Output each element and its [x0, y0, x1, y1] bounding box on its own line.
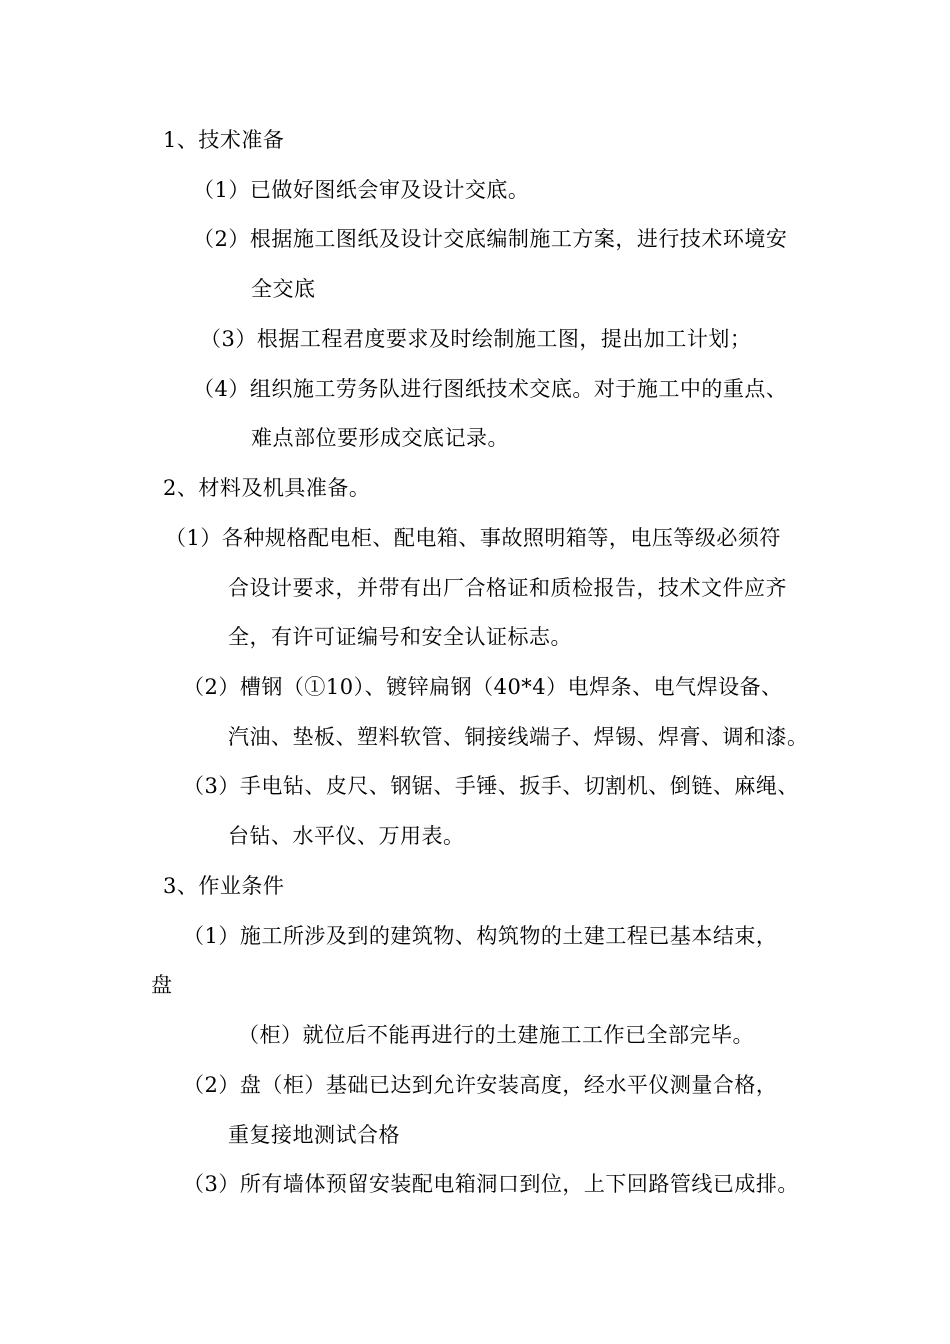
list-item-line: （1）已做好图纸会审及设计交底。 — [193, 178, 530, 202]
list-item-line: （柜）就位后不能再进行的土建施工工作已全部完毕。 — [238, 1023, 754, 1047]
list-item-line: （1）各种规格配电柜、配电箱、事故照明箱等，电压等级必须符 — [165, 526, 781, 550]
list-item-line: 全，有许可证编号和安全认证标志。 — [228, 625, 572, 649]
list-item-line: 难点部位要形成交底记录。 — [251, 426, 509, 450]
list-item-line: 重复接地测试合格 — [228, 1123, 400, 1147]
list-item-line: （2）根据施工图纸及设计交底编制施工方案，进行技术环境安 — [193, 227, 788, 251]
list-item-line: 台钻、水平仪、万用表。 — [228, 824, 465, 848]
section-heading: 1、技术准备 — [163, 128, 285, 152]
list-item-line: （3）根据工程君度要求及时绘制施工图，提出加工计划； — [200, 327, 752, 351]
list-item-line: （3）所有墙体预留安装配电箱洞口到位，上下回路管线已成排。 — [183, 1172, 799, 1196]
list-item-line: 汽油、垫板、塑料软管、铜接线端子、焊锡、焊膏、调和漆。 — [228, 725, 809, 749]
list-item-line: 合设计要求，并带有出厂合格证和质检报告，技术文件应齐 — [228, 576, 787, 600]
section-heading: 2、材料及机具准备。 — [163, 476, 371, 500]
list-item-line: （3）手电钻、皮尺、钢锯、手锤、扳手、切割机、倒链、麻绳、 — [183, 774, 799, 798]
list-item-line: （2）盘（柜）基础已达到允许安装高度，经水平仪测量合格， — [183, 1073, 778, 1097]
list-item-line: （4）组织施工劳务队进行图纸技术交底。对于施工中的重点、 — [193, 377, 788, 401]
list-item-line: 盘 — [151, 973, 173, 997]
list-item-line: （1）施工所涉及到的建筑物、构筑物的土建工程已基本结束， — [183, 924, 778, 948]
list-item-line: （2）槽钢（①10）、镀锌扁钢（40*4）电焊条、电气焊设备、 — [183, 675, 783, 699]
list-item-line: 全交底 — [251, 277, 316, 301]
section-heading: 3、作业条件 — [163, 874, 285, 898]
